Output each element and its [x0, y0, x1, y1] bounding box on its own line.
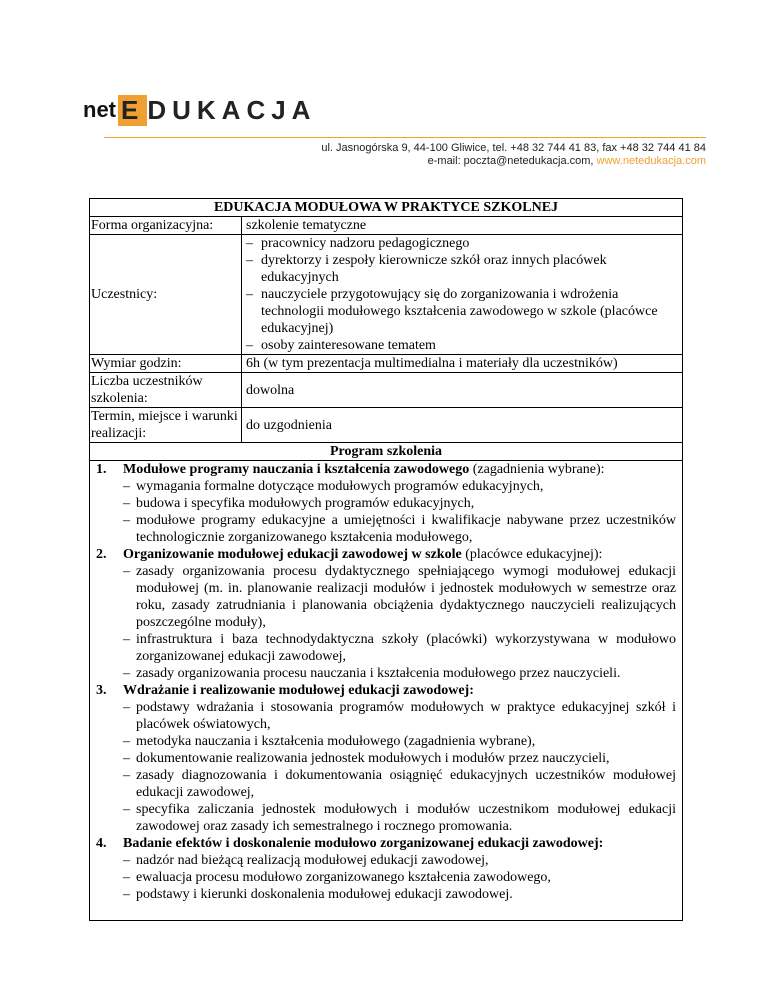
address-block: [321, 142, 706, 168]
wymiar-label: Wymiar godzin:: [90, 355, 242, 372]
list-item: – nauczyciele przygotowujący się do zorganizowania i wdrożenia technologii modułowego kształcenia zawodowego w szkole (placówce edukacyjnej): [246, 286, 682, 337]
address-line: ul. Jasnogórska 9, 44-100 Gliwice, tel. +48 32 744 41 83, fax +48 32 744 41 84: [321, 142, 706, 154]
section-number: 3.: [96, 683, 107, 698]
section-items: [90, 852, 682, 903]
list-item: – zasady organizowania procesu nauczania i kształcenia modułowego przez nauczycieli.: [123, 665, 676, 682]
section-items: [90, 699, 682, 835]
list-item: – osoby zainteresowane tematem: [246, 337, 682, 354]
email-text: e-mail: poczta@netedukacja.com,: [427, 155, 594, 167]
row-uczestnicy: [90, 234, 682, 354]
termin-value: [242, 408, 682, 442]
section-heading: [90, 546, 682, 563]
list-item: – wymagania formalne dotyczące modułowych programów edukacyjnych,: [123, 478, 676, 495]
section-heading: [90, 835, 682, 852]
program-sections: [90, 461, 682, 903]
section-items: [90, 563, 682, 682]
uczestnicy-label: Uczestnicy:: [90, 235, 242, 354]
liczba-value-text: dowolna: [246, 382, 295, 398]
section-note: (placówce edukacyjnej):: [461, 547, 603, 562]
logo-net: net: [83, 97, 116, 122]
bottom-space: [90, 903, 682, 920]
termin-label: Termin, miejsce i warunki realizacji:: [90, 408, 242, 442]
wymiar-value: 6h (w tym prezentacja multimedialna i materiały dla uczestników): [246, 356, 618, 371]
list-item: – modułowe programy edukacyjne a umiejętności i kwalifikacje nabywane przez uczestników technologicznie zorganizowanego kształcenia modułowego,: [123, 512, 676, 546]
logo-edukacja: [118, 95, 316, 126]
section-number: 1.: [96, 462, 107, 477]
program-title: Program szkolenia: [90, 442, 682, 461]
row-forma: [90, 216, 682, 234]
row-wymiar: [90, 354, 682, 372]
list-item: – metodyka nauczania i kształcenia modułowego (zagadnienia wybrane),: [123, 733, 676, 750]
section-heading: [90, 461, 682, 478]
logo-edukacja-rest: DUKACJA: [147, 94, 317, 125]
section-text: [123, 682, 682, 699]
section-number: 4.: [96, 836, 107, 851]
section-number: 2.: [96, 547, 107, 562]
document-title: EDUKACJA MODUŁOWA W PRAKTYCE SZKOLNEJ: [213, 200, 559, 215]
section-text: [123, 546, 682, 563]
list-item: – dyrektorzy i zespoły kierownicze szkół oraz innych placówek edukacyjnych: [246, 252, 682, 286]
uczestnicy-list: [242, 235, 682, 354]
list-item: – dokumentowanie realizowania jednostek modułowych i modułów przez nauczycieli,: [123, 750, 676, 767]
section-title: Organizowanie modułowej edukacji zawodowej w szkole: [123, 547, 462, 562]
liczba-value: [242, 373, 682, 407]
website-link[interactable]: www.netedukacja.com: [596, 155, 706, 167]
section-title: Modułowe programy nauczania i kształcenia zawodowego: [123, 462, 470, 477]
header-rule: [104, 137, 706, 138]
section-title: Wdrażanie i realizowanie modułowej edukacji zawodowej:: [123, 683, 474, 698]
list-item: – podstawy i kierunki doskonalenia modułowej edukacji zawodowej.: [123, 886, 676, 903]
list-item: – infrastruktura i baza technodydaktyczna szkoły (placówki) wykorzystywana w modułowo zorganizowanej edukacji zawodowej,: [123, 631, 676, 665]
list-item: – nadzór nad bieżącą realizacją modułowej edukacji zawodowej,: [123, 852, 676, 869]
list-item: – budowa i specyfika modułowych programów edukacyjnych,: [123, 495, 676, 512]
list-item: – podstawy wdrażania i stosowania programów modułowych w praktyce edukacyjnej szkół i placówek oświatowych,: [123, 699, 676, 733]
section-items: [90, 478, 682, 546]
list-item: – pracownicy nadzoru pedagogicznego: [246, 235, 682, 252]
contact-line: [321, 155, 706, 168]
document-table: [89, 198, 683, 921]
forma-value: szkolenie tematyczne: [246, 218, 367, 233]
section-text: [123, 835, 682, 852]
row-termin: [90, 407, 682, 442]
section-note: (zagadnienia wybrane):: [469, 462, 605, 477]
section-heading: [90, 682, 682, 699]
logo: [83, 93, 316, 127]
list-item: – specyfika zaliczania jednostek modułowych i modułów uczestnikom modułowej edukacji zawodowej oraz zasady ich semestralnego i rocznego promowania.: [123, 801, 676, 835]
list-item: – zasady organizowania procesu dydaktycznego spełniającego wymogi modułowej edukacji modułowej (m. in. planowanie realizacji modułów i jednostek modułowych w semestrze oraz roku, zasady zatrudniania i planowania obciążenia dydaktycznego nauczycieli realizujących poszczególne moduły),: [123, 563, 676, 631]
section-title: Badanie efektów i doskonalenie modułowo zorganizowanej edukacji zawodowej:: [123, 836, 604, 851]
section-text: [123, 461, 682, 478]
list-item: – zasady diagnozowania i dokumentowania osiągnięć edukacyjnych uczestników modułowej edukacji zawodowej,: [123, 767, 676, 801]
forma-label: Forma organizacyjna:: [90, 217, 242, 234]
list-item: – ewaluacja procesu modułowo zorganizowanego kształcenia zawodowego,: [123, 869, 676, 886]
logo-edukacja-first: E: [118, 95, 147, 126]
row-liczba: [90, 372, 682, 407]
termin-value-text: do uzgodnienia: [246, 417, 332, 433]
liczba-label: Liczba uczestników szkolenia:: [90, 373, 242, 407]
